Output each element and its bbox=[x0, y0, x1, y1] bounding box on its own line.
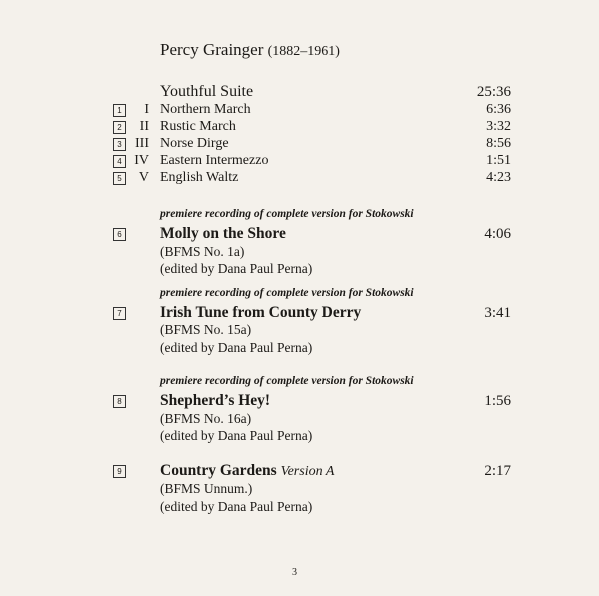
work-version: Version A bbox=[280, 464, 335, 479]
work-title: Shepherd’s Hey! bbox=[160, 392, 271, 409]
track-number-box: 4 bbox=[113, 155, 126, 168]
track-number-box: 5 bbox=[113, 172, 126, 185]
movement-title: Rustic March bbox=[160, 119, 236, 134]
movement-numeral: I bbox=[144, 102, 149, 117]
recording-note: premiere recording of complete version for Stokowski bbox=[160, 375, 414, 387]
work-editor: (edited by Dana Paul Perna) bbox=[160, 340, 313, 355]
work-duration: 3:41 bbox=[484, 305, 511, 321]
work-catalog: (BFMS No. 15a) bbox=[160, 322, 252, 337]
track-number-box: 7 bbox=[113, 307, 126, 320]
movement-duration: 3:32 bbox=[486, 119, 511, 134]
recording-note: premiere recording of complete version for Stokowski bbox=[160, 287, 414, 299]
track-number-box: 6 bbox=[113, 228, 126, 241]
movement-title: Eastern Intermezzo bbox=[160, 153, 269, 168]
movement-title: English Waltz bbox=[160, 170, 239, 185]
page-number: 3 bbox=[292, 567, 297, 578]
suite-title: Youthful Suite bbox=[160, 83, 254, 100]
work-title: Molly on the Shore bbox=[160, 225, 286, 242]
composer-name: Percy Grainger bbox=[160, 40, 264, 59]
composer-heading bbox=[160, 40, 340, 60]
work-title: Irish Tune from County Derry bbox=[160, 304, 362, 321]
work-catalog: (BFMS No. 1a) bbox=[160, 244, 245, 259]
movement-numeral: III bbox=[135, 136, 149, 151]
work-catalog: (BFMS Unnum.) bbox=[160, 481, 253, 496]
work-duration: 2:17 bbox=[484, 463, 511, 479]
movement-title: Northern March bbox=[160, 102, 251, 117]
work-editor: (edited by Dana Paul Perna) bbox=[160, 261, 313, 276]
track-number-box: 9 bbox=[113, 465, 126, 478]
movement-numeral: II bbox=[139, 119, 149, 134]
work-catalog: (BFMS No. 16a) bbox=[160, 411, 252, 426]
track-number-box: 8 bbox=[113, 395, 126, 408]
suite-duration: 25:36 bbox=[476, 84, 511, 100]
work-duration: 4:06 bbox=[484, 226, 511, 242]
movement-duration: 1:51 bbox=[486, 153, 511, 168]
track-number-box: 2 bbox=[113, 121, 126, 134]
movement-duration: 6:36 bbox=[486, 102, 511, 117]
movement-duration: 4:23 bbox=[486, 170, 511, 185]
track-number-box: 3 bbox=[113, 138, 126, 151]
composer-dates: (1882–1961) bbox=[267, 44, 340, 59]
movement-numeral: V bbox=[138, 170, 149, 185]
movement-title: Norse Dirge bbox=[160, 136, 229, 151]
movement-numeral: IV bbox=[134, 153, 149, 168]
work-editor: (edited by Dana Paul Perna) bbox=[160, 428, 313, 443]
track-number-box: 1 bbox=[113, 104, 126, 117]
work-editor: (edited by Dana Paul Perna) bbox=[160, 499, 313, 514]
work-title: Country Gardens Version A bbox=[160, 462, 335, 479]
movement-duration: 8:56 bbox=[486, 136, 511, 151]
recording-note: premiere recording of complete version for Stokowski bbox=[160, 208, 414, 220]
work-duration: 1:56 bbox=[484, 393, 511, 409]
